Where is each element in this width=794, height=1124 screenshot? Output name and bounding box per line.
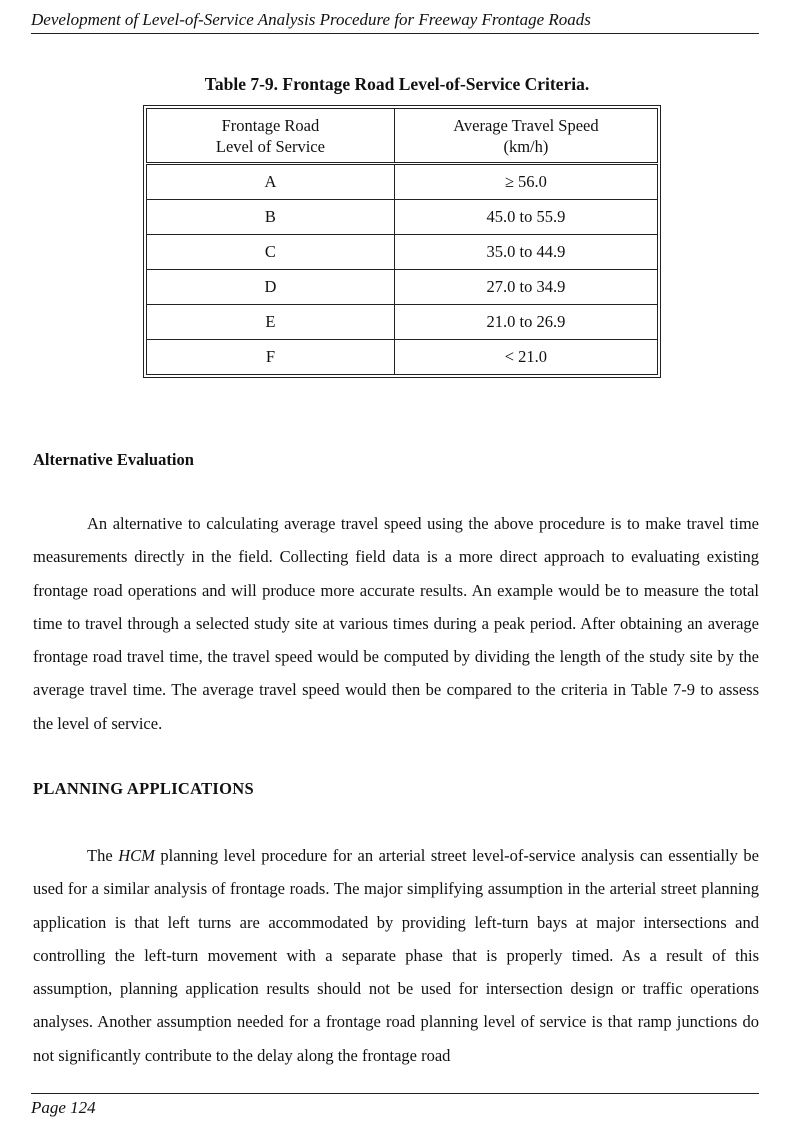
cell-speed: 21.0 to 26.9 xyxy=(394,305,657,340)
table-row xyxy=(147,305,658,340)
table-row xyxy=(147,270,658,305)
page-number: Page 124 xyxy=(31,1098,96,1117)
running-header: Development of Level-of-Service Analysis Procedure for Freeway Frontage Roads xyxy=(31,9,759,34)
cell-los: A xyxy=(147,164,395,200)
table-row xyxy=(147,200,658,235)
cell-speed: < 21.0 xyxy=(394,340,657,375)
planning-applications-paragraph xyxy=(33,839,759,1072)
planning-text-body: planning level procedure for an arterial street level-of-service analysis can essentially be used for a similar analysis of frontage roads. The major simplifying assumption in the arterial street planning application is that left turns are accommodated by providing left-turn bays at major intersections and controlling the left-turn movement with a separate phase that is properly timed. As a result of this assumption, planning application results should not be used for intersection design or traffic operations analyses. Another assumption needed for a frontage road planning level of service is that ramp junctions do not significantly contribute to the delay along the frontage road xyxy=(33,846,759,1065)
cell-speed: 27.0 to 34.9 xyxy=(394,270,657,305)
cell-los: D xyxy=(147,270,395,305)
cell-los: C xyxy=(147,235,395,270)
col-header-speed-line2: (km/h) xyxy=(503,136,549,156)
cell-speed: 45.0 to 55.9 xyxy=(394,200,657,235)
planning-applications-heading: PLANNING APPLICATIONS xyxy=(33,779,254,798)
cell-los: F xyxy=(147,340,395,375)
col-header-los-line2: Level of Service xyxy=(215,136,325,156)
col-header-speed-line1: Average Travel Speed xyxy=(453,115,599,135)
alternative-evaluation-heading: Alternative Evaluation xyxy=(33,450,194,469)
cell-los: B xyxy=(147,200,395,235)
cell-speed: 35.0 to 44.9 xyxy=(394,235,657,270)
hcm-abbreviation: HCM xyxy=(118,846,155,865)
table-row xyxy=(147,235,658,270)
cell-speed: ≥ 56.0 xyxy=(394,164,657,200)
table-header-row xyxy=(147,109,658,164)
col-header-los xyxy=(147,109,395,164)
col-header-los-line1: Frontage Road xyxy=(221,115,320,135)
alternative-evaluation-paragraph xyxy=(33,507,759,740)
footer-rule xyxy=(31,1093,759,1094)
table-caption: Table 7-9. Frontage Road Level-of-Service Criteria. xyxy=(204,74,590,94)
cell-los: E xyxy=(147,305,395,340)
planning-text-intro: The xyxy=(87,846,119,865)
col-header-speed xyxy=(394,109,657,164)
table-row xyxy=(147,164,658,200)
alternative-evaluation-text: An alternative to calculating average travel speed using the above procedure is to make travel time measurements directly in the field. Collecting field data is a more direct approach to evaluating existing frontage road operations and will produce more accurate results. An example would be to measure the total time to travel through a selected study site at various times during a peak period. After obtaining an average frontage road travel time, the travel speed would be computed by dividing the length of the study site by the average travel time. The average travel speed would then be compared to the criteria in Table 7-9 to assess the level of service. xyxy=(33,514,759,733)
los-criteria-table xyxy=(143,105,661,378)
table-row xyxy=(147,340,658,375)
